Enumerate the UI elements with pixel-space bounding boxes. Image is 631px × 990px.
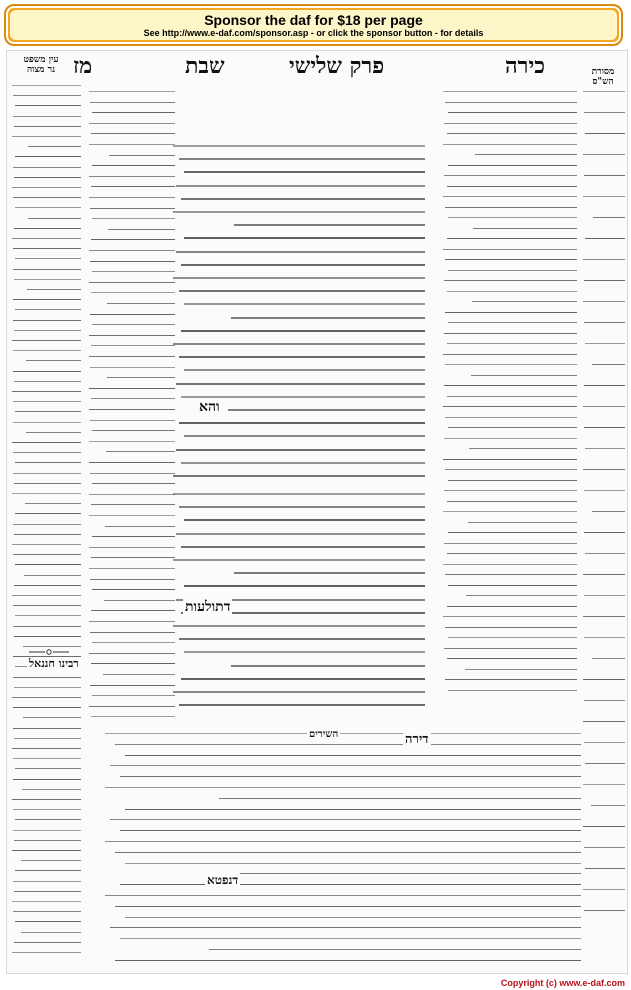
text-line <box>593 217 625 218</box>
text-line <box>12 748 81 749</box>
text-line <box>15 411 81 412</box>
text-line <box>120 938 581 939</box>
sponsor-banner[interactable] <box>4 4 623 46</box>
text-line <box>13 248 81 249</box>
text-line <box>13 422 81 423</box>
text-line <box>584 910 625 911</box>
text-line <box>584 427 625 428</box>
text-line <box>92 112 175 113</box>
text-line <box>184 171 425 173</box>
text-line <box>447 606 577 607</box>
text-line <box>23 646 81 647</box>
text-line <box>181 462 425 464</box>
text-line <box>583 826 625 827</box>
text-line <box>24 575 81 576</box>
text-line <box>231 317 425 319</box>
text-line <box>13 911 81 912</box>
page-header <box>7 53 627 87</box>
text-line <box>179 290 425 292</box>
text-line <box>13 95 81 96</box>
text-line <box>591 805 625 806</box>
chapter-name: כירה <box>505 53 545 79</box>
text-line <box>592 658 625 659</box>
text-line <box>12 136 81 137</box>
text-line <box>12 391 81 392</box>
text-line <box>15 309 81 310</box>
text-line <box>181 264 425 266</box>
text-line <box>176 533 425 535</box>
text-line <box>443 564 577 565</box>
text-line <box>444 648 577 649</box>
text-line <box>13 452 81 453</box>
text-line <box>585 763 625 764</box>
text-line <box>120 884 581 885</box>
text-line <box>25 503 81 504</box>
text-line <box>444 490 577 491</box>
text-line <box>179 356 425 358</box>
text-line <box>120 776 581 777</box>
text-line <box>15 258 81 259</box>
text-line <box>176 251 425 253</box>
hashirim-label: השירים <box>309 729 339 740</box>
text-line <box>12 952 81 953</box>
text-line <box>443 511 577 512</box>
text-line <box>584 847 625 848</box>
text-line <box>585 238 625 239</box>
text-line <box>444 280 577 281</box>
text-line <box>13 116 81 117</box>
text-line <box>125 809 581 810</box>
text-line <box>13 320 81 321</box>
text-line <box>219 798 581 799</box>
text-line <box>443 91 577 92</box>
text-line <box>234 572 425 574</box>
text-line <box>184 519 425 521</box>
text-line <box>28 146 81 147</box>
text-line <box>584 742 625 743</box>
text-line <box>445 259 577 260</box>
copyright-notice: Copyright (c) www.e-daf.com <box>500 978 625 988</box>
text-line <box>585 553 625 554</box>
text-line <box>176 449 425 451</box>
text-line <box>184 369 425 371</box>
text-line <box>173 559 425 561</box>
text-line <box>179 638 425 640</box>
text-line <box>12 442 81 443</box>
text-line <box>445 627 577 628</box>
text-line <box>173 691 425 693</box>
text-line <box>444 438 577 439</box>
text-line <box>584 175 625 176</box>
text-line <box>14 738 81 739</box>
ein-mishpat-margin <box>9 81 81 961</box>
text-line <box>14 534 81 535</box>
text-line <box>12 697 81 698</box>
text-line <box>448 165 577 166</box>
text-line <box>184 435 425 437</box>
text-line <box>583 196 625 197</box>
text-line <box>13 473 81 474</box>
text-line <box>14 636 81 637</box>
text-line <box>181 546 425 548</box>
masoret-margin <box>581 87 625 947</box>
text-line <box>444 543 577 544</box>
text-line <box>447 501 577 502</box>
text-line <box>445 469 577 470</box>
text-line <box>105 895 581 896</box>
text-line <box>13 299 81 300</box>
text-line <box>447 291 577 292</box>
text-line <box>468 522 577 523</box>
text-line <box>26 360 81 361</box>
text-line <box>14 126 81 127</box>
text-line <box>184 237 425 239</box>
text-line <box>448 690 577 691</box>
text-line <box>12 595 81 596</box>
text-line <box>14 840 81 841</box>
sponsor-subtitle[interactable]: See http://www.e-daf.com/sponsor.asp - or click the sponsor button - for details <box>143 28 484 38</box>
ornament-divider <box>29 649 69 655</box>
text-line <box>12 85 81 86</box>
rashi-column <box>437 87 577 699</box>
text-line <box>13 524 81 525</box>
text-line <box>184 585 425 587</box>
text-line <box>584 490 625 491</box>
text-line <box>443 144 577 145</box>
text-line <box>115 744 581 745</box>
text-line <box>12 901 81 902</box>
text-line <box>585 133 625 134</box>
text-line <box>448 322 577 323</box>
text-line <box>443 196 577 197</box>
text-line <box>22 789 81 790</box>
text-line <box>14 942 81 943</box>
text-line <box>13 350 81 351</box>
text-line <box>125 755 581 756</box>
text-line <box>14 177 81 178</box>
text-line <box>13 707 81 708</box>
text-line <box>583 679 625 680</box>
text-line <box>592 511 625 512</box>
text-line <box>584 637 625 638</box>
text-line <box>14 585 81 586</box>
text-line <box>447 396 577 397</box>
text-line <box>13 677 81 678</box>
text-line <box>13 401 81 402</box>
text-line <box>13 779 81 780</box>
text-line <box>14 483 81 484</box>
text-line <box>173 211 425 213</box>
text-line <box>584 385 625 386</box>
text-line <box>231 665 425 667</box>
text-line <box>125 863 581 864</box>
ein-mishpat-heading: עין משפט נר מצוה <box>23 55 59 75</box>
text-line <box>445 574 577 575</box>
text-line <box>448 480 577 481</box>
text-line <box>179 506 425 508</box>
text-line <box>473 228 577 229</box>
dirah-dibur-hamatchil: דירה <box>405 732 429 747</box>
text-line <box>585 868 625 869</box>
text-line <box>15 921 81 922</box>
text-line <box>173 475 425 477</box>
text-line <box>13 554 81 555</box>
text-line <box>592 364 625 365</box>
text-line <box>115 852 581 853</box>
text-line <box>179 704 425 706</box>
text-line <box>475 154 577 155</box>
text-line <box>443 249 577 250</box>
naphta-dibur-hamatchil: דנפטא <box>207 873 239 887</box>
text-line <box>447 186 577 187</box>
text-line <box>448 532 577 533</box>
text-line <box>14 891 81 892</box>
text-line <box>173 625 425 627</box>
text-line <box>13 881 81 882</box>
text-line <box>173 145 425 147</box>
text-line <box>23 717 81 718</box>
text-line <box>444 333 577 334</box>
text-line <box>15 768 81 769</box>
tosafot-column <box>85 87 175 727</box>
text-line <box>583 889 625 890</box>
text-line <box>176 383 425 385</box>
text-line <box>21 932 81 933</box>
text-line <box>15 105 81 106</box>
text-line <box>110 765 581 766</box>
text-line <box>13 269 81 270</box>
masoret-heading: מסורת הש"ס <box>591 67 615 87</box>
text-line <box>181 396 425 398</box>
text-line <box>15 870 81 871</box>
text-line <box>15 513 81 514</box>
text-line <box>14 381 81 382</box>
text-line <box>184 303 425 305</box>
text-line <box>583 154 625 155</box>
text-line <box>469 448 577 449</box>
text-line <box>105 841 581 842</box>
text-line <box>447 133 577 134</box>
text-line <box>447 238 577 239</box>
text-line <box>181 198 425 200</box>
text-line <box>15 156 81 157</box>
text-line <box>184 651 425 653</box>
text-line <box>445 364 577 365</box>
text-line <box>14 687 81 688</box>
text-line <box>13 371 81 372</box>
text-line <box>13 167 81 168</box>
text-line <box>13 830 81 831</box>
text-line <box>14 279 81 280</box>
text-line <box>12 238 81 239</box>
text-line <box>105 733 581 734</box>
text-line <box>89 91 175 92</box>
text-line <box>21 860 81 861</box>
text-line <box>445 679 577 680</box>
text-line <box>26 432 81 433</box>
text-line <box>447 343 577 344</box>
text-line <box>443 406 577 407</box>
text-line <box>448 112 577 113</box>
text-line <box>447 553 577 554</box>
text-line <box>179 422 425 424</box>
text-line <box>445 417 577 418</box>
text-line <box>181 330 425 332</box>
text-line <box>13 758 81 759</box>
text-line <box>584 700 625 701</box>
text-line <box>583 259 625 260</box>
text-line <box>447 658 577 659</box>
text-line <box>15 819 81 820</box>
text-line <box>465 669 577 670</box>
text-line <box>91 133 175 134</box>
text-line <box>585 448 625 449</box>
text-line <box>448 637 577 638</box>
text-line <box>125 917 581 918</box>
text-line <box>584 532 625 533</box>
text-line <box>583 721 625 722</box>
text-line <box>115 960 581 961</box>
text-line <box>584 322 625 323</box>
text-line <box>448 217 577 218</box>
sponsor-banner-inner[interactable] <box>10 10 617 40</box>
text-line <box>14 228 81 229</box>
text-line <box>13 605 81 606</box>
text-line <box>584 112 625 113</box>
tolaot-dibur-hamatchil: דתולעות <box>185 599 231 615</box>
bottom-commentary <box>85 729 581 969</box>
text-line <box>228 409 425 411</box>
text-line <box>443 354 577 355</box>
text-line <box>12 850 81 851</box>
text-line <box>90 102 175 103</box>
text-line <box>173 277 425 279</box>
text-line <box>13 809 81 810</box>
text-line <box>176 185 425 187</box>
text-line <box>115 906 581 907</box>
text-line <box>110 819 581 820</box>
text-line <box>13 626 81 627</box>
rabbeinu-chananel-heading: רבינו חננאל <box>29 657 79 670</box>
text-line <box>12 340 81 341</box>
text-line <box>583 469 625 470</box>
text-line <box>173 493 425 495</box>
text-line <box>13 197 81 198</box>
text-line <box>583 91 625 92</box>
text-line <box>448 585 577 586</box>
text-line <box>444 123 577 124</box>
text-line <box>179 158 425 160</box>
text-line <box>15 564 81 565</box>
text-line <box>181 678 425 680</box>
text-line <box>89 123 175 124</box>
text-line <box>12 187 81 188</box>
text-line <box>14 330 81 331</box>
sponsor-title[interactable]: Sponsor the daf for $18 per page <box>204 12 423 28</box>
text-line <box>234 224 425 226</box>
text-line <box>173 343 425 345</box>
text-line <box>214 873 581 874</box>
text-line <box>15 462 81 463</box>
text-line <box>12 493 81 494</box>
text-line <box>445 102 577 103</box>
text-line <box>472 301 577 302</box>
vehaa-dibur-hamatchil: והא <box>199 399 220 415</box>
masechet-name: שבת <box>185 53 225 79</box>
text-line <box>583 784 625 785</box>
text-line <box>28 218 81 219</box>
text-line <box>443 459 577 460</box>
text-line <box>15 615 81 616</box>
text-line <box>444 385 577 386</box>
talmud-page-scan <box>6 50 628 974</box>
text-line <box>583 574 625 575</box>
text-line <box>583 616 625 617</box>
text-line <box>584 280 625 281</box>
daf-number: מז <box>73 53 93 79</box>
text-line <box>15 207 81 208</box>
text-line <box>466 595 577 596</box>
text-line <box>105 787 581 788</box>
text-line <box>444 175 577 176</box>
text-line <box>12 799 81 800</box>
text-line <box>12 544 81 545</box>
text-line <box>445 207 577 208</box>
text-line <box>448 270 577 271</box>
text-line <box>585 343 625 344</box>
text-line <box>471 375 577 376</box>
text-line <box>27 289 81 290</box>
text-line <box>209 949 581 950</box>
perek-name: פרק שלישי <box>289 53 385 79</box>
text-line <box>110 927 581 928</box>
text-line <box>448 427 577 428</box>
text-line <box>13 728 81 729</box>
text-line <box>443 616 577 617</box>
text-line <box>120 830 581 831</box>
text-line <box>445 312 577 313</box>
text-line <box>584 595 625 596</box>
text-line <box>583 406 625 407</box>
text-line <box>583 301 625 302</box>
